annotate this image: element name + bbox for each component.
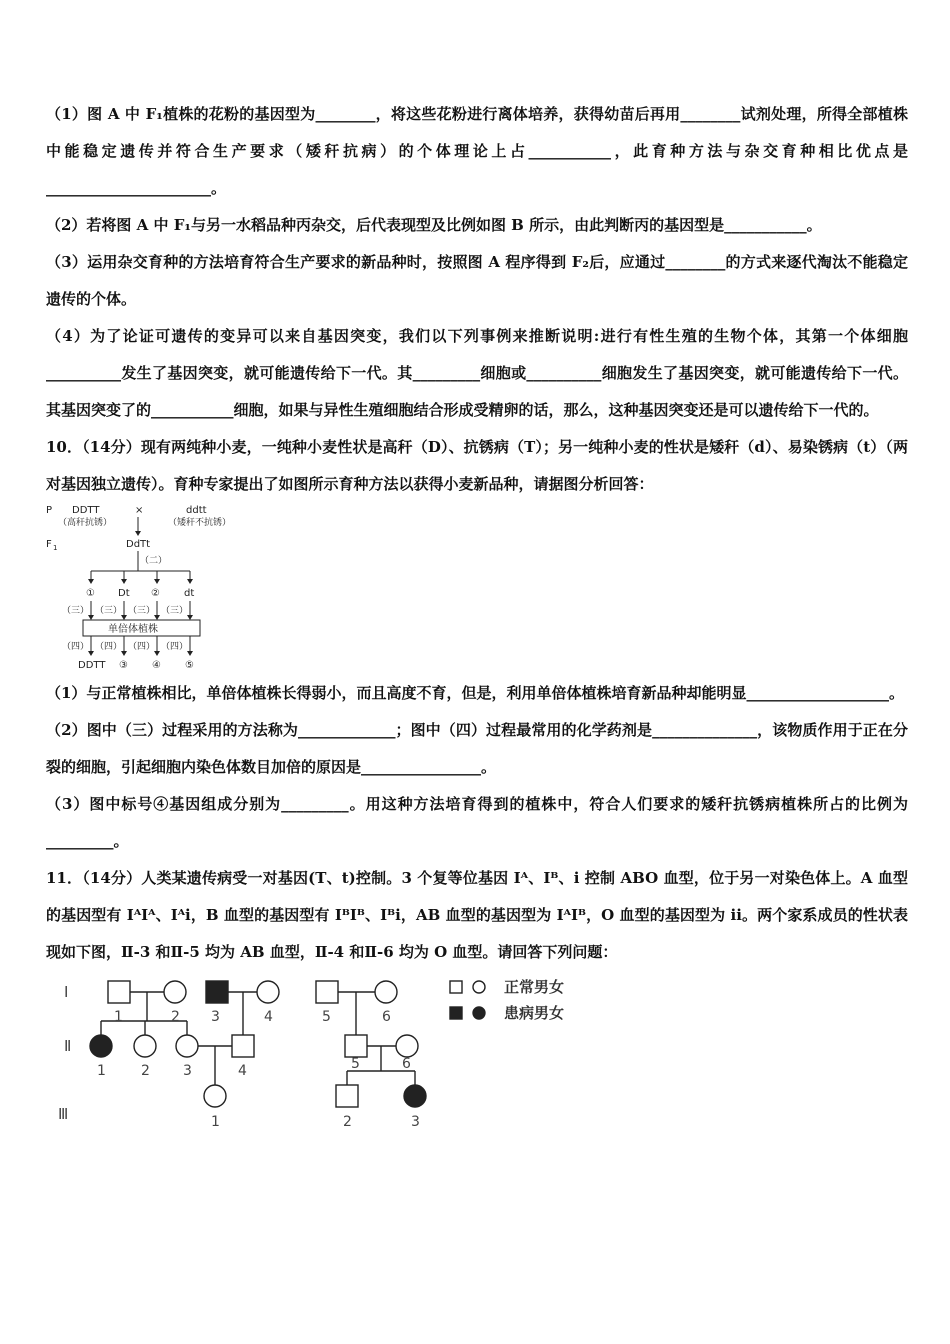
legend-affected: 患病男女 [504,1004,565,1022]
label-f1: F [46,539,52,550]
gamete-1: ① [86,588,95,599]
label-f1-sub: 1 [53,544,58,552]
gamete-dt-lower: dt [184,588,195,599]
member-label: 6 [402,1056,411,1072]
cross-symbol: × [135,505,144,516]
q10-intro: 10．（14分）现有两纯种小麦，一纯种小麦性状是高秆（D）、抗锈病（T）；另一纯种小麦的性状是矮秆（d）、易染锈病（t）（两对基因独立遗传）。育种专家提出了如图所示育种方法以获得小麦新品种，请据图分析回答： [46,438,908,493]
q10-part3: （3）图中标号④基因组成分别为_________。用这种方法培育得到的植株中，符合人们要求的矮秆抗锈病植株所占的比例为_________。 [46,795,908,850]
haploid-label: 单倍体植株 [108,624,158,635]
member-label: 6 [382,1009,391,1025]
member-label: 2 [343,1114,352,1130]
q10-part2: （2）图中（三）过程采用的方法称为_____________；图中（四）过程最常用的化学药剂是______________，该物质作用于正在分裂的细胞，引起细胞内染色体数目加倍的原因是________________。 [46,721,908,776]
q9-part4: （4）为了论证可遗传的变异可以来自基因突变，我们以下列事例来推断说明:进行有性生殖的生物个体，其第一个体细胞__________发生了基因突变，就可能遗传给下一代。其_________细胞或__________细胞发生了基因突变，就可能遗传给下一代。其基因突变了的___________细胞，如果与异性生殖细胞结合形成受精卵的话，那么，这种基因突变还是可以遗传给下一代的。 [46,327,908,419]
f1-genotype: DdTt [126,539,151,550]
step3-label: （三） [95,606,123,616]
result-3: ③ [119,660,128,671]
member-label: 5 [322,1009,331,1025]
parent2-note: （矮秆不抗锈） [168,518,232,528]
gen-label: Ⅱ [64,1037,72,1055]
step4-label: （四） [62,642,90,652]
pedigree-chart [46,971,908,1161]
label-p: P [46,505,53,516]
result-4: ④ [152,660,161,671]
member-label: 3 [211,1009,220,1025]
gen-label: Ⅰ [64,983,69,1001]
gamete-dt-upper: Dt [118,588,130,599]
step3-label: （三） [161,606,189,616]
parent1-genotype: DDTT [72,505,100,516]
breeding-diagram-svg [46,503,306,675]
member-label: 1 [211,1114,220,1130]
member-label: 4 [238,1063,247,1079]
q10-part1: （1）与正常植株相比，单倍体植株长得弱小，而且高度不育，但是，利用单倍体植株培育新品种却能明显___________________。 [46,684,904,702]
legend-normal: 正常男女 [504,978,565,996]
q9-part1: （1）图 A 中 F₁植株的花粉的基因型为________，将这些花粉进行离体培养，获得幼苗后再用________试剂处理，所得全部植株中能稳定遗传并符合生产要求（矮秆抗病）的个体理论上占___________，此育种方法与杂交育种相比优点是______________________。 [46,105,908,197]
member-label: 4 [264,1009,273,1025]
member-label: 1 [114,1009,123,1025]
result-ddtt: DDTT [78,660,106,671]
gen-label: Ⅲ [58,1105,69,1123]
q9-part2: （2）若将图 A 中 F₁与另一水稻品种丙杂交，后代表现型及比例如图 B 所示，由此判断丙的基因型是___________。 [46,216,822,234]
step4-label: （四） [128,642,156,652]
parent2-genotype: ddtt [186,505,207,516]
member-label: 2 [171,1009,180,1025]
member-label: 3 [411,1114,420,1130]
member-label: 5 [351,1056,360,1072]
pedigree-svg [46,971,908,1161]
q11-intro: 11．（14分）人类某遗传病受一对基因(T、t)控制。3 个复等位基因 Iᴬ、Iᴮ、i 控制 ABO 血型，位于另一对染色体上。A 血型的基因型有 IᴬIᴬ、Iᴬi，B 血型的基因型有 IᴮIᴮ、Iᴮi，AB 血型的基因型为 IᴬIᴮ，O 血型的基因型为 ii。两个家系成员的性状表现如下图，Ⅱ-3 和Ⅱ-5 均为 AB 血型，Ⅱ-4 和Ⅱ-6 均为 O 血型。请回答下列问题： [46,869,908,961]
member-label: 1 [97,1063,106,1079]
member-label: 3 [183,1063,192,1079]
breeding-diagram [46,503,908,675]
step2-label: （二） [140,556,168,566]
step4-label: （四） [95,642,123,652]
page [46,96,908,1161]
result-5: ⑤ [185,660,194,671]
q9-part3: （3）运用杂交育种的方法培育符合生产要求的新品种时，按照图 A 程序得到 F₂后，应通过________的方式来逐代淘汰不能稳定遗传的个体。 [46,253,908,308]
member-label: 2 [141,1063,150,1079]
step4-label: （四） [161,642,189,652]
parent1-note: （高秆抗锈） [58,518,113,528]
gamete-2: ② [151,588,160,599]
step3-label: （三） [62,606,90,616]
step3-label: （三） [128,606,156,616]
